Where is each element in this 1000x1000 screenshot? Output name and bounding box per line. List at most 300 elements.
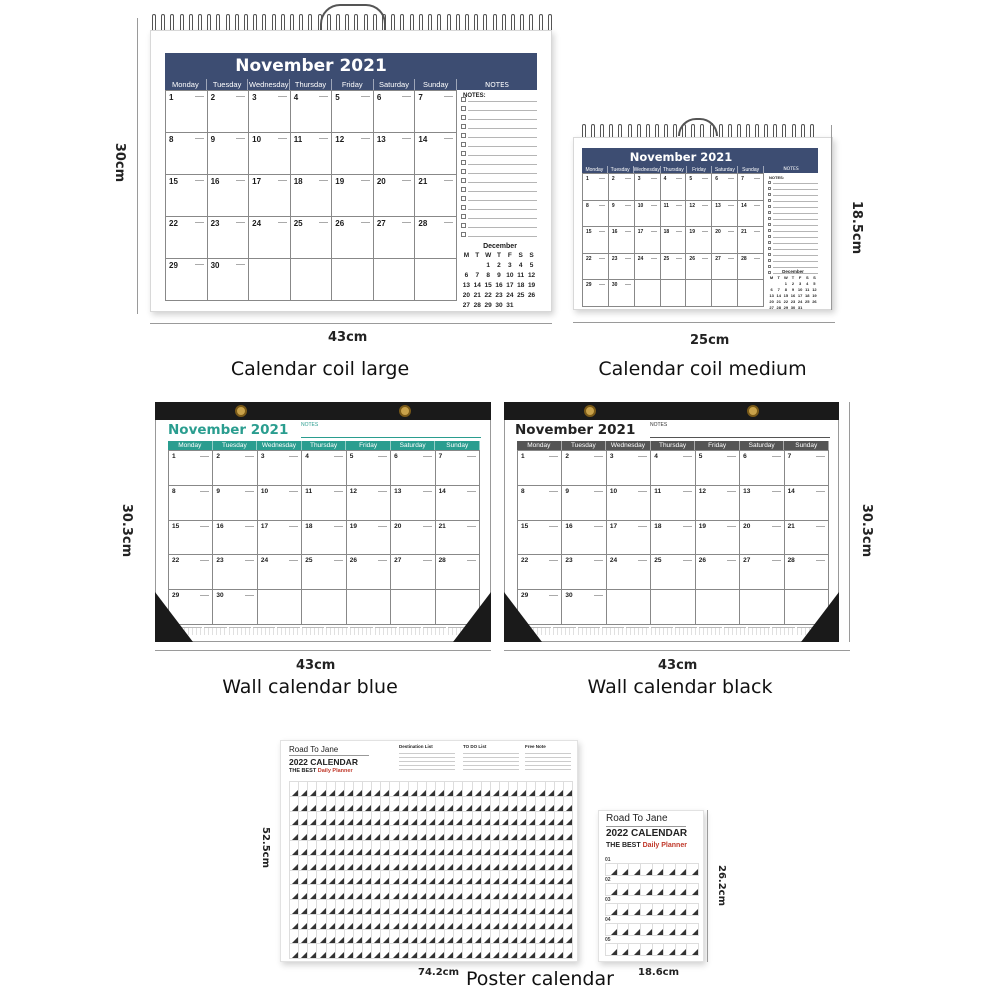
coil-large-mini-day: 3 — [508, 262, 512, 269]
poster-day-box — [445, 930, 454, 945]
wall-blue-day-cell — [347, 590, 391, 625]
lunar-date-mark — [200, 456, 209, 457]
poster-small-day-box — [676, 904, 688, 916]
coil-large-mini-day: 17 — [506, 282, 514, 289]
coil-large-note-checkbox — [461, 106, 466, 111]
lunar-date-mark — [236, 96, 245, 97]
poster-day-box — [473, 871, 482, 886]
coil-medium-day-number: 17 — [637, 229, 644, 236]
poster-day-box — [445, 797, 454, 812]
poster-day-box — [409, 900, 418, 915]
coil-ring — [646, 124, 650, 138]
poster-small-day-box — [687, 884, 699, 896]
coil-large-mini-weekday: S — [529, 252, 534, 259]
lunar-date-mark — [195, 138, 204, 139]
lunar-date-mark — [599, 258, 605, 259]
poster-day-box — [290, 930, 299, 945]
coil-large-note-line — [468, 128, 537, 129]
lunar-date-mark — [467, 491, 476, 492]
poster-day-box — [509, 797, 518, 812]
lunar-date-mark — [278, 222, 287, 223]
coil-large-mini-day: 6 — [464, 272, 469, 279]
wall-blue-day-cell — [213, 486, 257, 521]
poster-day-box — [500, 915, 509, 930]
poster-small-day-box — [618, 904, 630, 916]
poster-day-box — [345, 782, 354, 797]
poster-day-box — [427, 944, 436, 959]
wall-black-weekday: Sunday — [784, 441, 829, 450]
poster-day-box — [327, 797, 336, 812]
poster-day-box — [536, 826, 545, 841]
coil-large-mini-day: 4 — [518, 262, 523, 269]
wall-black-day-cell — [607, 555, 651, 590]
poster-day-box — [463, 856, 472, 871]
product-wall-blue — [0, 390, 500, 710]
wall-blue-day-number: 5 — [349, 453, 354, 460]
wall-blue-width-label: 43cm — [296, 658, 336, 673]
wall-blue-day-number: 26 — [349, 557, 357, 565]
poster-day-box — [336, 871, 345, 886]
lunar-date-mark — [378, 526, 387, 527]
coil-medium-mini-day — [811, 305, 818, 310]
wall-black-day-number: 27 — [743, 557, 751, 565]
coil-medium-mini-day: 13 — [769, 293, 774, 298]
coil-medium-note-line — [773, 219, 818, 220]
coil-large-mini-day — [515, 302, 526, 309]
poster-day-box — [354, 930, 363, 945]
coil-medium-mini-day — [804, 305, 811, 310]
wall-blue-day-cell — [169, 451, 213, 486]
coil-large-mini-day: 19 — [527, 282, 536, 289]
poster-day-box — [491, 871, 500, 886]
wall-blue-day-number: 22 — [172, 557, 180, 565]
lunar-date-mark — [727, 526, 736, 527]
lunar-date-mark — [278, 96, 287, 97]
poster-day-box — [299, 812, 308, 827]
lunar-date-mark — [361, 222, 370, 223]
wall-black-grommet-left — [584, 405, 596, 417]
coil-medium-day-number: 5 — [689, 176, 693, 182]
lunar-date-mark — [676, 178, 682, 179]
poster-day-box — [299, 826, 308, 841]
poster-day-box — [427, 782, 436, 797]
poster-large-brand-rule — [289, 755, 369, 756]
poster-day-box — [518, 826, 527, 841]
poster-day-box — [445, 900, 454, 915]
poster-day-box — [482, 797, 491, 812]
coil-large-day-cell — [166, 175, 208, 217]
coil-large-weekday: Saturday — [374, 79, 416, 90]
coil-large-note-line — [468, 137, 537, 138]
poster-small-month-grid — [605, 943, 699, 956]
wall-blue-day-cell — [169, 521, 213, 556]
poster-day-box — [436, 856, 445, 871]
wall-black-day-number: 5 — [698, 453, 703, 460]
wall-blue-day-number: 10 — [260, 487, 269, 495]
poster-day-box — [527, 900, 536, 915]
coil-medium-note-line — [773, 225, 818, 226]
lunar-date-mark — [676, 258, 682, 259]
poster-day-box — [518, 885, 527, 900]
poster-day-box — [427, 900, 436, 915]
coil-large-note-checkbox — [461, 115, 466, 120]
coil-ring — [764, 124, 768, 138]
poster-day-box — [509, 782, 518, 797]
wall-black-weekday: Thursday — [651, 441, 696, 450]
coil-large-day-number: 21 — [418, 177, 428, 186]
lunar-date-mark — [467, 526, 476, 527]
coil-medium-day-number: 20 — [715, 229, 721, 236]
wall-blue-day-cell — [302, 486, 346, 521]
coil-medium-day-number: 9 — [611, 202, 615, 209]
coil-medium-weekday: Sunday — [738, 166, 764, 173]
poster-day-box — [290, 841, 299, 856]
lunar-date-mark — [245, 456, 254, 457]
poster-day-box — [409, 782, 418, 797]
poster-day-box — [436, 900, 445, 915]
lunar-date-mark — [638, 526, 647, 527]
poster-day-box — [299, 782, 308, 797]
lunar-date-mark — [278, 180, 287, 181]
wall-black-title-rule — [650, 437, 830, 438]
poster-day-box — [317, 782, 326, 797]
wall-blue-weekday: Saturday — [391, 441, 436, 450]
wall-blue-day-number: 27 — [394, 557, 402, 565]
poster-free-note-lines — [525, 750, 571, 770]
wall-black-day-cell — [785, 555, 829, 590]
poster-day-box — [527, 930, 536, 945]
lunar-date-mark — [702, 258, 708, 259]
wall-blue-day-number: 8 — [172, 487, 176, 495]
wall-black-day-number: 16 — [565, 522, 573, 530]
wall-blue-year-strip-month — [253, 627, 275, 635]
poster-day-box — [290, 797, 299, 812]
coil-medium-weekday: Friday — [687, 166, 713, 173]
poster-day-box — [409, 885, 418, 900]
coil-large-mini-day: 1 — [486, 262, 490, 269]
poster-day-box — [500, 782, 509, 797]
coil-medium-day-number: 22 — [586, 255, 592, 262]
lunar-date-mark — [402, 96, 411, 97]
lunar-date-mark — [772, 526, 781, 527]
poster-day-box — [445, 871, 454, 886]
coil-medium-mini-day: 10 — [797, 287, 803, 292]
poster-day-box — [546, 826, 555, 841]
coil-medium-mini-day: 8 — [784, 287, 787, 292]
poster-day-box — [527, 782, 536, 797]
poster-day-box — [427, 826, 436, 841]
poster-day-box — [400, 885, 409, 900]
wall-black-sheet — [504, 402, 839, 642]
poster-day-box — [354, 900, 363, 915]
poster-small-height-label: 26.2cm — [716, 864, 728, 907]
coil-medium-day-cell — [635, 174, 661, 201]
poster-day-box — [473, 900, 482, 915]
poster-day-box — [354, 871, 363, 886]
poster-day-box — [546, 841, 555, 856]
poster-day-box — [418, 841, 427, 856]
poster-day-box — [372, 856, 381, 871]
poster-day-box — [381, 826, 390, 841]
coil-large-note-line — [468, 101, 537, 102]
wall-blue-weekday: Friday — [346, 441, 391, 450]
poster-day-box — [317, 812, 326, 827]
poster-day-box — [454, 826, 463, 841]
coil-medium-day-cell — [635, 280, 661, 307]
coil-large-day-number: 7 — [418, 93, 423, 102]
wall-black-weekday: Friday — [695, 441, 740, 450]
wall-black-grommet-right — [747, 405, 759, 417]
coil-medium-day-number: 12 — [689, 202, 695, 209]
coil-medium-mini-day: 12 — [812, 287, 817, 292]
poster-day-box — [400, 841, 409, 856]
wall-black-day-number: 14 — [787, 487, 795, 495]
poster-day-box — [473, 930, 482, 945]
coil-medium-mini-day: 18 — [805, 293, 810, 298]
wall-blue-day-cell — [258, 555, 302, 590]
wall-black-year-strip-month — [626, 627, 648, 635]
coil-large-note-line — [468, 218, 537, 219]
coil-ring — [773, 124, 777, 138]
poster-day-box — [482, 900, 491, 915]
poster-day-box — [345, 944, 354, 959]
wall-black-weekday: Tuesday — [562, 441, 607, 450]
lunar-date-mark — [195, 180, 204, 181]
poster-day-box — [317, 841, 326, 856]
poster-large-height-label: 52.5cm — [260, 826, 272, 869]
poster-day-box — [463, 841, 472, 856]
poster-day-box — [463, 826, 472, 841]
wall-blue-year-strip-month — [399, 627, 421, 635]
poster-day-box — [536, 944, 545, 959]
poster-day-box — [491, 826, 500, 841]
coil-medium-weekday: Monday — [582, 166, 608, 173]
wall-blue-day-cell — [258, 521, 302, 556]
poster-day-box — [500, 930, 509, 945]
poster-day-box — [400, 826, 409, 841]
poster-day-box — [546, 812, 555, 827]
coil-large-mini-day: 22 — [484, 292, 492, 299]
poster-small-tagline — [606, 842, 687, 849]
coil-large-mini-day: 18 — [517, 282, 525, 289]
coil-large-mini-day: 11 — [517, 272, 525, 279]
coil-medium-note-checkbox — [768, 241, 771, 244]
wall-black-day-cell — [696, 590, 740, 625]
poster-day-box — [454, 841, 463, 856]
poster-day-box — [327, 812, 336, 827]
wall-black-year-strip-month — [675, 627, 697, 635]
wall-black-day-cell — [518, 451, 562, 486]
coil-medium-width-label: 25cm — [690, 333, 730, 348]
coil-medium-mini-weekday: W — [783, 275, 788, 280]
coil-medium-day-cell — [609, 174, 635, 201]
lunar-date-mark — [319, 96, 328, 97]
wall-blue-year-strip-month — [423, 627, 445, 635]
poster-day-box — [327, 885, 336, 900]
wall-black-day-cell — [518, 521, 562, 556]
poster-day-box — [381, 900, 390, 915]
coil-ring — [664, 124, 668, 138]
lunar-date-mark — [728, 258, 734, 259]
coil-large-weekday: Wednesday — [249, 80, 289, 89]
wall-blue-day-number: 14 — [438, 487, 446, 495]
wall-black-day-number: 28 — [787, 557, 795, 565]
lunar-date-mark — [319, 138, 328, 139]
poster-day-box — [436, 930, 445, 945]
wall-blue-year-strip-month — [204, 627, 226, 635]
poster-day-box — [518, 782, 527, 797]
coil-large-day-cell — [166, 133, 208, 175]
wall-blue-weekday: Tuesday — [213, 441, 258, 450]
wall-black-day-cell — [696, 451, 740, 486]
coil-large-day-cell — [249, 259, 291, 301]
wall-blue-grommet-right — [399, 405, 411, 417]
coil-medium-day-cell — [712, 227, 738, 254]
poster-day-box — [299, 944, 308, 959]
coil-large-mini-day: 28 — [473, 302, 481, 309]
poster-day-box — [290, 885, 299, 900]
coil-large-note-line — [468, 119, 537, 120]
poster-day-box — [390, 900, 399, 915]
poster-day-box — [509, 930, 518, 945]
coil-ring — [673, 124, 677, 138]
poster-day-box — [290, 915, 299, 930]
coil-ring — [609, 124, 613, 138]
wall-blue-day-cell — [347, 521, 391, 556]
lunar-date-mark — [594, 560, 603, 561]
wall-blue-day-number: 9 — [216, 487, 221, 495]
coil-large-caption: Calendar coil large — [230, 358, 410, 380]
lunar-date-mark — [236, 180, 245, 181]
coil-large-mini-weekday: M — [463, 252, 470, 259]
coil-medium-weekday: Saturday — [712, 166, 738, 173]
wall-blue-day-cell — [213, 590, 257, 625]
poster-day-box — [400, 900, 409, 915]
wall-blue-day-number: 1 — [172, 453, 176, 460]
poster-small-day-box — [641, 864, 653, 876]
wall-black-day-number: 6 — [743, 453, 747, 460]
coil-large-note-line — [468, 173, 537, 174]
wall-black-year-strip-month — [724, 627, 746, 635]
coil-medium-day-cell — [635, 227, 661, 254]
poster-small-day-box — [629, 904, 641, 916]
wall-black-day-cell — [740, 521, 784, 556]
poster-day-box — [390, 871, 399, 886]
coil-ring — [755, 124, 759, 138]
poster-day-box — [564, 885, 573, 900]
wall-blue-day-number: 15 — [172, 522, 180, 530]
coil-large-day-number: 24 — [252, 219, 262, 228]
coil-large-notes-header-bg — [457, 53, 537, 79]
coil-large-mini-day — [472, 262, 483, 269]
poster-day-box — [536, 871, 545, 886]
poster-day-box — [372, 826, 381, 841]
lunar-date-mark — [594, 456, 603, 457]
poster-small-day-box — [653, 944, 665, 956]
coil-large-weekday: Tuesday — [207, 79, 249, 90]
coil-large-day-number: 18 — [293, 177, 303, 186]
wall-black-notes-label: NOTES — [650, 422, 668, 428]
coil-medium-hanger — [678, 118, 718, 136]
wall-black-day-number: 19 — [698, 522, 706, 530]
coil-medium-day-cell — [738, 280, 764, 307]
coil-large-day-cell — [374, 259, 416, 301]
lunar-date-mark — [651, 231, 657, 232]
coil-large-height-label: 30cm — [112, 142, 128, 183]
coil-ring — [792, 124, 796, 138]
coil-medium-grid — [582, 173, 764, 307]
poster-day-box — [500, 812, 509, 827]
poster-day-box — [500, 900, 509, 915]
coil-medium-day-number: 16 — [611, 229, 618, 236]
wall-blue-day-cell — [347, 451, 391, 486]
poster-small-month-grid — [605, 863, 699, 876]
lunar-date-mark — [683, 560, 692, 561]
coil-medium-mini-day: 3 — [799, 281, 802, 286]
wall-black-caption: Wall calendar black — [587, 676, 773, 698]
poster-day-box — [518, 812, 527, 827]
coil-medium-mini-day: 22 — [783, 299, 789, 304]
coil-large-day-cell — [208, 175, 250, 217]
poster-day-box — [491, 885, 500, 900]
coil-medium-note-checkbox — [768, 193, 771, 196]
poster-day-box — [518, 900, 527, 915]
poster-day-box — [454, 900, 463, 915]
coil-medium-mini-day: 1 — [784, 281, 787, 286]
lunar-date-mark — [195, 264, 204, 265]
coil-ring — [746, 124, 750, 138]
poster-day-box — [509, 812, 518, 827]
coil-large-day-number: 11 — [293, 135, 303, 144]
coil-medium-notes-header: NOTES — [764, 166, 818, 173]
poster-day-box — [536, 856, 545, 871]
poster-day-box — [354, 856, 363, 871]
wall-black-day-number: 23 — [565, 557, 573, 565]
poster-large-title: 2022 CALENDAR — [289, 757, 358, 767]
coil-large-mini-day: 24 — [506, 292, 514, 299]
lunar-date-mark — [599, 284, 605, 285]
product-coil-medium — [560, 0, 1000, 390]
lunar-date-mark — [289, 526, 298, 527]
coil-medium-day-cell — [738, 201, 764, 228]
coil-ring — [600, 124, 604, 138]
poster-day-box — [463, 930, 472, 945]
wall-blue-day-cell — [213, 521, 257, 556]
lunar-date-mark — [683, 491, 692, 492]
coil-medium-notes — [768, 175, 818, 271]
coil-large-mini-day: 20 — [462, 292, 471, 299]
coil-large-mini-day: 27 — [462, 302, 471, 309]
wall-black-day-cell — [740, 486, 784, 521]
coil-large-mini-day: 21 — [473, 292, 481, 299]
poster-small-day-box — [687, 904, 699, 916]
wall-blue-day-number: 3 — [260, 453, 265, 460]
poster-day-box — [290, 856, 299, 871]
lunar-date-mark — [754, 258, 760, 259]
coil-medium-note-checkbox — [768, 181, 771, 184]
coil-ring — [810, 124, 814, 138]
poster-day-box — [345, 871, 354, 886]
wall-black-day-cell — [607, 486, 651, 521]
coil-large-hanger — [320, 4, 386, 30]
poster-day-box — [418, 885, 427, 900]
wall-blue-day-number: 29 — [172, 592, 180, 600]
coil-large-day-cell — [291, 133, 333, 175]
lunar-date-mark — [444, 180, 453, 181]
poster-day-box — [308, 797, 317, 812]
coil-medium-day-cell — [635, 201, 661, 228]
poster-small-day-box — [664, 864, 676, 876]
